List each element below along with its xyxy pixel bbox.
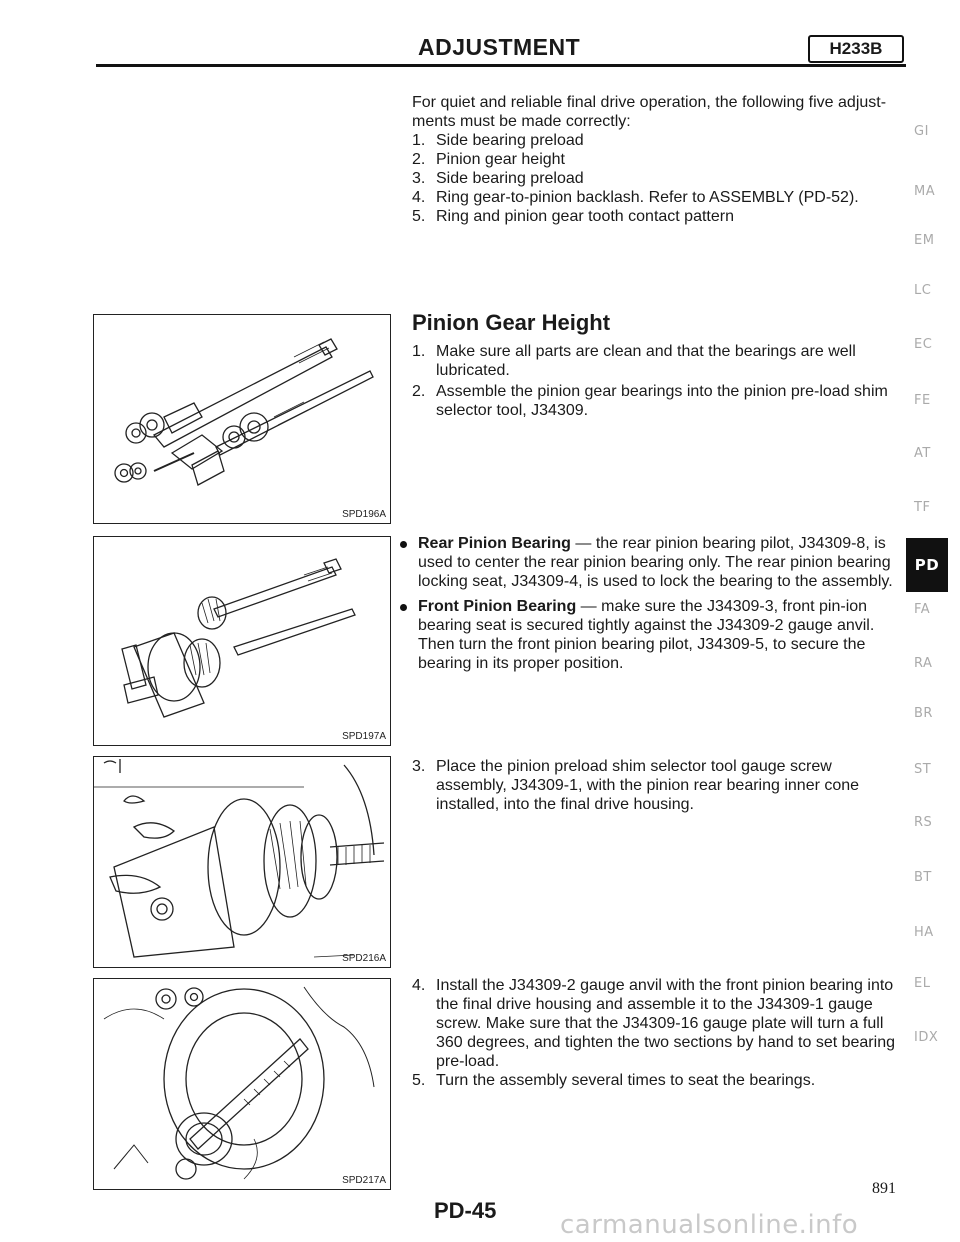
list-item: 2. Assemble the pinion gear bearings into the pinion pre-load shim selector tool, J34309. <box>412 383 888 419</box>
tool-illustration <box>94 315 389 522</box>
figure-tool-in-housing <box>93 756 391 968</box>
list-item: 1. Make sure all parts are clean and that the bearings are well lubricated. <box>412 343 856 379</box>
figure-tool-assembled <box>93 536 391 746</box>
page-code: PD-45 <box>434 1198 497 1223</box>
index-tab-br[interactable]: BR <box>914 706 933 721</box>
index-tab-bt[interactable]: BT <box>914 870 932 885</box>
tool-illustration <box>94 757 389 966</box>
list-item: 4. Ring gear-to-pinion backlash. Refer to ASSEMBLY (PD-52). <box>412 189 859 206</box>
figure-caption: SPD217A <box>342 1175 386 1186</box>
list-item: 4. Install the J34309-2 gauge anvil with the front pinion bearing into the final drive housing and assemble it to the J34309-1 gauge screw. Make sure that the J34309-16 gauge plate will turn a full 360 degrees, and tighten the two sections by hand to set bearing pre-load. <box>412 977 895 1070</box>
intro-block <box>412 93 912 226</box>
figure-caption: SPD196A <box>342 509 386 520</box>
step-3 <box>412 757 907 814</box>
figure-tool-exploded <box>93 314 391 524</box>
list-item: 5. Ring and pinion gear tooth contact pattern <box>412 208 734 225</box>
index-tab-idx[interactable]: IDX <box>914 1030 939 1045</box>
header-rule <box>96 64 906 67</box>
section-code-badge: H233B <box>808 35 904 63</box>
list-item: Front Pinion Bearing — make sure the J34309-3, front pin-ion bearing seat is secured tightly against the J34309-2 gauge anvil. Then turn the front pinion bearing pilot, J34309-5, to secure the bearing in its proper position. <box>400 597 907 673</box>
bullet-icon <box>400 604 407 611</box>
index-tab-st[interactable]: ST <box>914 762 932 777</box>
watermark: carmanualsonline.info <box>560 1210 859 1240</box>
bullet-icon <box>400 541 407 548</box>
index-tab-ec[interactable]: EC <box>914 337 933 352</box>
index-tab-ha[interactable]: HA <box>914 925 934 940</box>
figure-caption: SPD197A <box>342 731 386 742</box>
index-tab-tf[interactable]: TF <box>914 500 931 515</box>
index-tab-em[interactable]: EM <box>914 233 935 248</box>
index-tab-lc[interactable]: LC <box>914 283 932 298</box>
index-tab-pd-active[interactable]: PD <box>906 538 948 592</box>
list-item: 5. Turn the assembly several times to seat the bearings. <box>412 1072 816 1089</box>
bearing-notes <box>400 534 907 679</box>
index-tab-fe[interactable]: FE <box>914 393 931 408</box>
intro-list <box>412 131 912 226</box>
tool-illustration <box>94 537 389 744</box>
index-tab-gi[interactable]: GI <box>914 124 929 139</box>
list-item: Rear Pinion Bearing — the rear pinion bearing pilot, J34309-8, is used to center the rear pinion bearing only. The rear pinion bearing locking seat, J34309-4, is used to lock the bearing to the assembly. <box>400 534 907 591</box>
list-item: 3. Side bearing preload <box>412 170 584 187</box>
section-title: Pinion Gear Height <box>412 310 611 335</box>
index-tab-ra[interactable]: RA <box>914 656 933 671</box>
list-item: 1. Side bearing preload <box>412 132 584 149</box>
list-item: 3. Place the pinion preload shim selector tool gauge screw assembly, J34309-1, with the pinion rear bearing inner cone installed, into the final drive housing. <box>412 758 860 813</box>
index-tab-fa[interactable]: FA <box>914 602 931 617</box>
index-tab-ma[interactable]: MA <box>914 184 936 199</box>
page-number: 891 <box>872 1180 896 1197</box>
page-title: ADJUSTMENT <box>418 34 581 60</box>
intro-text: For quiet and reliable final drive operation, the following five adjust-ments must be made correctly: <box>412 94 887 130</box>
figure-caption: SPD216A <box>342 953 386 964</box>
index-tab-rs[interactable]: RS <box>914 815 933 830</box>
steps-1-2 <box>412 342 907 420</box>
steps-4-5 <box>412 976 907 1090</box>
tool-illustration <box>94 979 389 1188</box>
figure-anvil-install <box>93 978 391 1190</box>
index-tab-at[interactable]: AT <box>914 446 931 461</box>
index-tab-el[interactable]: EL <box>914 976 931 991</box>
list-item: 2. Pinion gear height <box>412 151 565 168</box>
